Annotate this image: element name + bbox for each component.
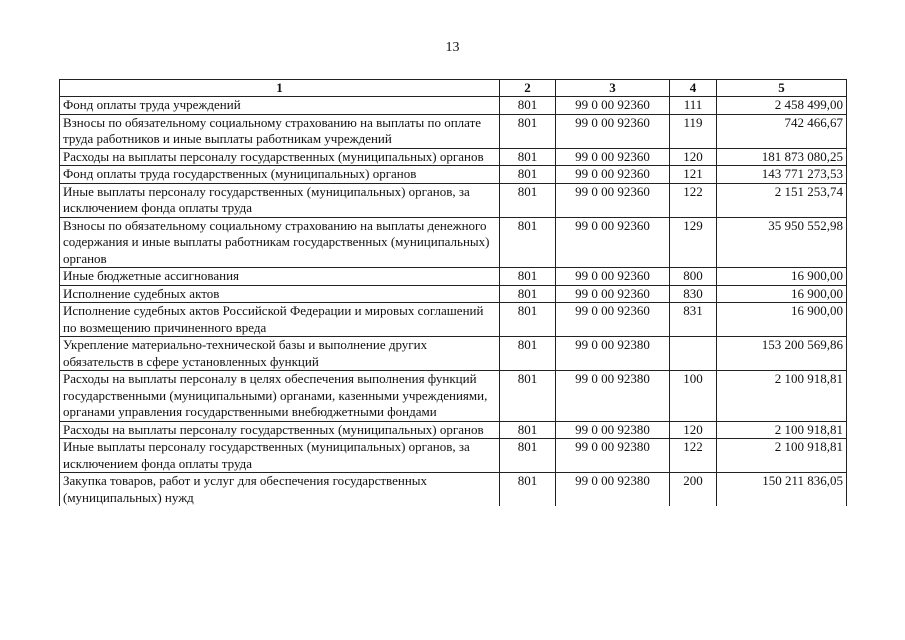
row-section-cell: 801 xyxy=(500,268,556,286)
row-name-cell: Расходы на выплаты персоналу государственных (муниципальных) органов xyxy=(60,148,500,166)
row-article-cell: 99 0 00 92380 xyxy=(556,473,670,507)
row-type-cell: 200 xyxy=(670,473,717,507)
row-sum-cell: 16 900,00 xyxy=(717,268,847,286)
row-sum-cell: 143 771 273,53 xyxy=(717,166,847,184)
row-name-cell: Исполнение судебных актов Российской Федерации и мировых соглашений по возмещению причиненного вреда xyxy=(60,303,500,337)
table-row xyxy=(60,268,847,286)
row-name-cell: Фонд оплаты труда государственных (муниципальных) органов xyxy=(60,166,500,184)
row-sum-cell: 181 873 080,25 xyxy=(717,148,847,166)
row-sum-cell: 16 900,00 xyxy=(717,285,847,303)
row-type-cell: 121 xyxy=(670,166,717,184)
row-type-cell: 119 xyxy=(670,114,717,148)
row-type-cell: 831 xyxy=(670,303,717,337)
header-col-4: 4 xyxy=(670,80,717,97)
row-section-cell: 801 xyxy=(500,303,556,337)
row-name-cell: Фонд оплаты труда учреждений xyxy=(60,97,500,115)
table-header-row xyxy=(60,80,847,97)
row-article-cell: 99 0 00 92360 xyxy=(556,97,670,115)
row-name-cell: Взносы по обязательному социальному страхованию на выплаты по оплате труда работников и иные выплаты работникам учреждений xyxy=(60,114,500,148)
row-type-cell: 129 xyxy=(670,217,717,268)
row-sum-cell: 2 100 918,81 xyxy=(717,439,847,473)
row-type-cell: 800 xyxy=(670,268,717,286)
table-body xyxy=(60,97,847,507)
budget-table xyxy=(59,79,847,506)
row-article-cell: 99 0 00 92360 xyxy=(556,268,670,286)
row-sum-cell: 153 200 569,86 xyxy=(717,337,847,371)
row-type-cell: 120 xyxy=(670,421,717,439)
row-name-cell: Взносы по обязательному социальному страхованию на выплаты денежного содержания и иные выплаты работникам государственных (муниципальных) органов xyxy=(60,217,500,268)
row-article-cell: 99 0 00 92380 xyxy=(556,371,670,422)
row-sum-cell: 2 151 253,74 xyxy=(717,183,847,217)
header-col-5: 5 xyxy=(717,80,847,97)
row-section-cell: 801 xyxy=(500,183,556,217)
row-article-cell: 99 0 00 92380 xyxy=(556,421,670,439)
row-section-cell: 801 xyxy=(500,371,556,422)
header-col-1: 1 xyxy=(60,80,500,97)
table-row xyxy=(60,421,847,439)
table-row xyxy=(60,439,847,473)
row-name-cell: Расходы на выплаты персоналу государственных (муниципальных) органов xyxy=(60,421,500,439)
row-name-cell: Расходы на выплаты персоналу в целях обеспечения выполнения функций государственными (муниципальными) органами, казенными учреждениями, органами управления государственными внебюджетными фондами xyxy=(60,371,500,422)
row-section-cell: 801 xyxy=(500,439,556,473)
row-type-cell: 120 xyxy=(670,148,717,166)
page-number: 13 xyxy=(445,40,460,55)
header-col-3: 3 xyxy=(556,80,670,97)
table-row xyxy=(60,97,847,115)
row-article-cell: 99 0 00 92360 xyxy=(556,183,670,217)
row-sum-cell: 2 100 918,81 xyxy=(717,421,847,439)
table-row xyxy=(60,183,847,217)
row-sum-cell: 150 211 836,05 xyxy=(717,473,847,507)
row-article-cell: 99 0 00 92360 xyxy=(556,285,670,303)
row-section-cell: 801 xyxy=(500,285,556,303)
row-section-cell: 801 xyxy=(500,97,556,115)
row-name-cell: Закупка товаров, работ и услуг для обеспечения государственных (муниципальных) нужд xyxy=(60,473,500,507)
table-row xyxy=(60,148,847,166)
row-section-cell: 801 xyxy=(500,337,556,371)
row-article-cell: 99 0 00 92360 xyxy=(556,166,670,184)
row-section-cell: 801 xyxy=(500,114,556,148)
row-section-cell: 801 xyxy=(500,473,556,507)
row-sum-cell: 16 900,00 xyxy=(717,303,847,337)
header-col-2: 2 xyxy=(500,80,556,97)
row-article-cell: 99 0 00 92360 xyxy=(556,217,670,268)
row-section-cell: 801 xyxy=(500,421,556,439)
row-type-cell: 122 xyxy=(670,183,717,217)
row-article-cell: 99 0 00 92380 xyxy=(556,337,670,371)
row-name-cell: Иные выплаты персоналу государственных (муниципальных) органов, за исключением фонда оплаты труда xyxy=(60,439,500,473)
table-row xyxy=(60,303,847,337)
table-row xyxy=(60,337,847,371)
row-type-cell: 111 xyxy=(670,97,717,115)
row-sum-cell: 2 100 918,81 xyxy=(717,371,847,422)
row-article-cell: 99 0 00 92360 xyxy=(556,114,670,148)
row-article-cell: 99 0 00 92360 xyxy=(556,148,670,166)
table-row xyxy=(60,114,847,148)
row-section-cell: 801 xyxy=(500,166,556,184)
row-article-cell: 99 0 00 92360 xyxy=(556,303,670,337)
row-sum-cell: 2 458 499,00 xyxy=(717,97,847,115)
row-type-cell xyxy=(670,337,717,371)
row-type-cell: 830 xyxy=(670,285,717,303)
row-section-cell: 801 xyxy=(500,217,556,268)
table-row xyxy=(60,166,847,184)
row-sum-cell: 35 950 552,98 xyxy=(717,217,847,268)
table-row xyxy=(60,473,847,507)
row-type-cell: 100 xyxy=(670,371,717,422)
row-name-cell: Иные выплаты персоналу государственных (муниципальных) органов, за исключением фонда оплаты труда xyxy=(60,183,500,217)
table-row xyxy=(60,217,847,268)
row-type-cell: 122 xyxy=(670,439,717,473)
row-name-cell: Иные бюджетные ассигнования xyxy=(60,268,500,286)
row-name-cell: Исполнение судебных актов xyxy=(60,285,500,303)
row-article-cell: 99 0 00 92380 xyxy=(556,439,670,473)
row-sum-cell: 742 466,67 xyxy=(717,114,847,148)
row-name-cell: Укрепление материально-технической базы и выполнение других обязательств в сфере установленных функций xyxy=(60,337,500,371)
table-row xyxy=(60,371,847,422)
table-row xyxy=(60,285,847,303)
row-section-cell: 801 xyxy=(500,148,556,166)
